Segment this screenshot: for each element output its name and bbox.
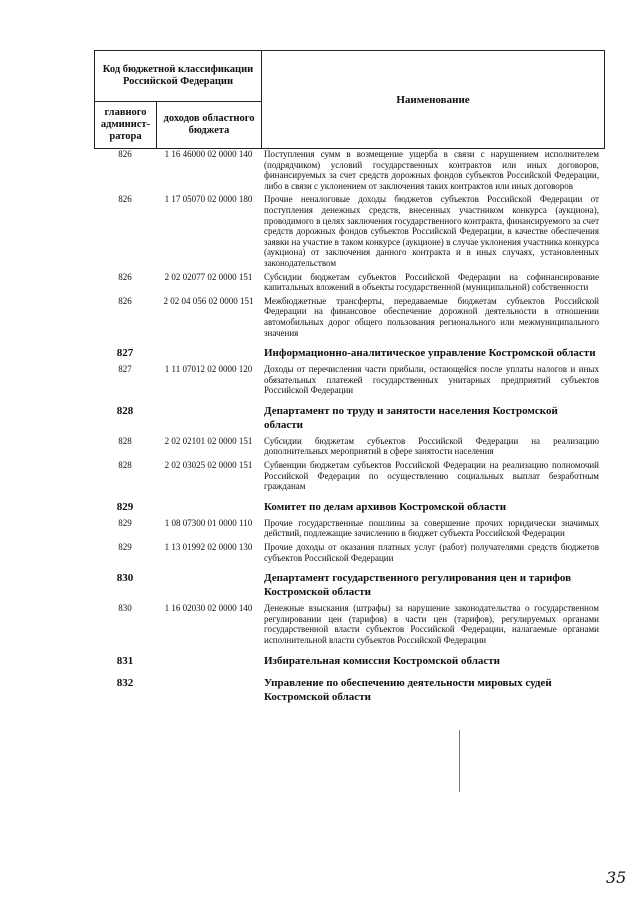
section-row bbox=[94, 346, 604, 360]
item-description: Субсидии бюджетам субъектов Российской Федерации на софинансирование капитальных вложений в объекты государственной (муниципальной) собственности bbox=[264, 271, 599, 293]
revenue-code: 1 13 01992 02 0000 130 bbox=[164, 542, 253, 553]
table-row bbox=[94, 296, 604, 338]
admin-code: 828 bbox=[116, 404, 134, 417]
revenue-code: 2 02 03025 02 0000 151 bbox=[164, 460, 253, 471]
header-name: Наименование bbox=[262, 51, 605, 149]
table-body bbox=[94, 149, 604, 704]
revenue-code: 2 02 04 056 02 0000 151 bbox=[163, 295, 254, 306]
admin-code: 831 bbox=[116, 654, 134, 667]
table-row bbox=[94, 542, 604, 563]
section-row bbox=[94, 571, 604, 599]
admin-code: 832 bbox=[116, 676, 134, 689]
revenue-code: 2 02 02101 02 0000 151 bbox=[164, 435, 253, 446]
page-number: 35 bbox=[606, 868, 627, 887]
header-code-group: Код бюджетной классификации Российской Федерации bbox=[95, 51, 262, 102]
admin-code: 829 bbox=[118, 542, 132, 553]
section-row bbox=[94, 654, 604, 668]
item-description: Прочие доходы от оказания платных услуг (работ) получателями средств бюджетов субъектов Российской Федерации bbox=[264, 542, 599, 563]
item-description: Денежные взыскания (штрафы) за нарушение законодательства о государственном регулировании цен (тарифов) в части цен (тарифов), регулируемых органами государственной власти субъектов Российской Федерации, налагаемые органами исполнительной власти субъектов Российской Федерации bbox=[264, 603, 599, 645]
scan-artifact-line bbox=[459, 730, 460, 792]
item-description: Поступления сумм в возмещение ущерба в связи с нарушением исполнителем (подрядчиком) условий государственных контрактов или иных договоров, финансируемых за счет средств дорожных фондов субъектов Российской Федерации, либо в связи с уклонением от заключения таких контрактов или иных договоров bbox=[264, 149, 599, 191]
admin-code: 826 bbox=[118, 295, 132, 306]
revenue-code: 1 16 46000 02 0000 140 bbox=[164, 149, 253, 159]
section-title: Избирательная комиссия Костромской области bbox=[264, 654, 501, 667]
revenue-code: 1 08 07300 01 0000 110 bbox=[164, 517, 253, 528]
admin-code: 826 bbox=[118, 149, 132, 159]
admin-code: 826 bbox=[118, 194, 132, 205]
item-description: Субвенции бюджетам субъектов Российской Федерации на реализацию полномочий Российской Федерации по осуществлению социальных выплат безработным гражданам bbox=[264, 460, 599, 492]
admin-code: 829 bbox=[118, 517, 132, 528]
item-description: Прочие государственные пошлины за совершение прочих юридически значимых действий, подлежащие зачислению в бюджет субъекта Российской Федерации bbox=[264, 517, 599, 539]
document-page bbox=[94, 50, 604, 708]
admin-code: 828 bbox=[118, 460, 132, 471]
table-header bbox=[94, 50, 605, 149]
table-row bbox=[94, 436, 604, 457]
admin-code: 827 bbox=[118, 364, 132, 375]
item-description: Доходы от перечисления части прибыли, остающейся после уплаты налогов и иных обязательных платежей государственных унитарных предприятий субъектов Российской Федерации bbox=[264, 364, 599, 396]
table-row bbox=[94, 194, 604, 268]
section-title: Комитет по делам архивов Костромской области bbox=[264, 500, 507, 513]
table-row bbox=[94, 460, 604, 492]
revenue-code: 1 16 02030 02 0000 140 bbox=[164, 603, 253, 614]
table-row bbox=[94, 518, 604, 539]
admin-code: 826 bbox=[118, 271, 132, 282]
section-title: Департамент государственного регулирования цен и тарифов Костромской области bbox=[264, 572, 572, 599]
admin-code: 830 bbox=[118, 603, 132, 614]
item-description: Прочие неналоговые доходы бюджетов субъектов Российской Федерации от поступления денежных средств, внесенных участником конкурса (аукциона), проводимого в целях заключения государственного контракта, финансируемого за счет средств дорожных фондов субъектов Российской Федерации, в качестве обеспечения заявки на участие в таком конкурсе (аукционе) в случае уклонения участника конкурса (аукциона) от заключения данного контракта и в иных случаях, установленных законодательством bbox=[264, 194, 599, 268]
table-row bbox=[94, 603, 604, 645]
admin-code: 827 bbox=[116, 347, 134, 360]
table-row bbox=[94, 272, 604, 293]
admin-code: 830 bbox=[116, 572, 134, 585]
item-description: Субсидии бюджетам субъектов Российской Федерации на реализацию дополнительных мероприятий в сфере занятости населения bbox=[264, 435, 599, 457]
section-title: Управление по обеспечению деятельности мировых судей Костромской области bbox=[264, 676, 552, 703]
revenue-code: 2 02 02077 02 0000 151 bbox=[164, 271, 253, 282]
section-row bbox=[94, 676, 604, 704]
section-title: Департамент по труду и занятости населения Костромской области bbox=[264, 404, 558, 431]
revenue-code: 1 17 05070 02 0000 180 bbox=[164, 194, 253, 205]
header-admin: главного админист- ратора bbox=[95, 102, 157, 149]
header-revenue: доходов областного бюджета bbox=[157, 102, 262, 149]
item-description: Межбюджетные трансферты, передаваемые бюджетам субъектов Российской Федерации на финансовое обеспечение дорожной деятельности в отношении автомобильных дорог общего пользования регионального или межмуниципального значения bbox=[264, 295, 599, 338]
table-row bbox=[94, 364, 604, 396]
admin-code: 829 bbox=[116, 500, 134, 513]
table-row bbox=[94, 149, 604, 191]
section-title: Информационно-аналитическое управление Костромской области bbox=[264, 347, 596, 360]
revenue-code: 1 11 07012 02 0000 120 bbox=[164, 364, 253, 375]
section-row bbox=[94, 500, 604, 514]
section-row bbox=[94, 404, 604, 432]
admin-code: 828 bbox=[118, 435, 132, 446]
